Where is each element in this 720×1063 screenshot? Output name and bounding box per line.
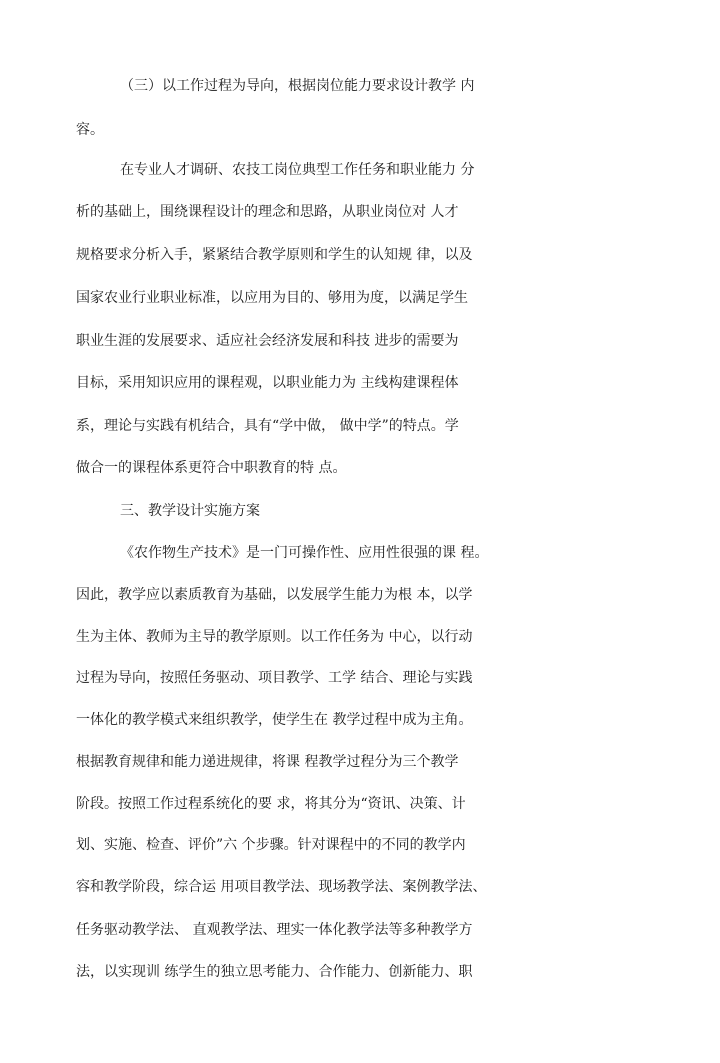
paragraph-line: 生为主体、教师为主导的教学原则。以工作任务为 中心，以行动 xyxy=(76,629,473,645)
paragraph-line: 容。 xyxy=(76,122,104,138)
paragraph-line: 根据教育规律和能力递进规律，将课 程教学过程分为三个教学 xyxy=(76,754,459,770)
paragraph-line: 阶段。按照工作过程系统化的要 求，将其分为“资讯、决策、计 xyxy=(76,796,466,812)
paragraph-line: 系，理论与实践有机结合，具有“学中做， 做中学”的特点。学 xyxy=(76,418,459,434)
paragraph-line: 容和教学阶段，综合运 用项目教学法、现场教学法、案例教学法、 xyxy=(76,879,487,895)
section-heading: 三、教学设计实施方案 xyxy=(120,503,260,519)
paragraph-line: 目标，采用知识应用的课程观，以职业能力为 主线构建课程体 xyxy=(76,375,459,391)
paragraph-line: 析的基础上，围绕课程设计的理念和思路，从职业岗位对 人才 xyxy=(76,204,459,220)
paragraph-line: 规格要求分析入手，紧紧结合教学原则和学生的认知规 律，以及 xyxy=(76,247,473,263)
paragraph-line: 因此，教学应以素质教育为基础，以发展学生能力为根 本，以学 xyxy=(76,587,473,603)
paragraph-line: 一体化的教学模式来组织教学，使学生在 教学过程中成为主角。 xyxy=(76,712,473,728)
paragraph-line: 国家农业行业职业标准，以应用为目的、够用为度，以满足学生 xyxy=(76,290,468,306)
paragraph-line: 在专业人才调研、农技工岗位典型工作任务和职业能力 分 xyxy=(120,162,475,178)
paragraph-line: 任务驱动教学法、 直观教学法、理实一体化教学法等多种教学方 xyxy=(76,922,473,938)
paragraph-line: 过程为导向，按照任务驱动、项目教学、工学 结合、理论与实践 xyxy=(76,670,473,686)
paragraph-line: 《农作物生产技术》是一门可操作性、应用性很强的课 程。 xyxy=(120,545,489,561)
paragraph-heading-line: （三）以工作过程为导向，根据岗位能力要求设计教学 内 xyxy=(120,78,475,94)
paragraph-line: 划、实施、检查、评价”六 个步骤。针对课程中的不同的教学内 xyxy=(76,837,466,853)
paragraph-line: 法，以实现训 练学生的独立思考能力、合作能力、创新能力、职 xyxy=(76,964,473,980)
paragraph-line: 职业生涯的发展要求、适应社会经济发展和科技 进步的需要为 xyxy=(76,333,459,349)
paragraph-line: 做合一的课程体系更符合中职教育的特 点。 xyxy=(76,460,347,476)
